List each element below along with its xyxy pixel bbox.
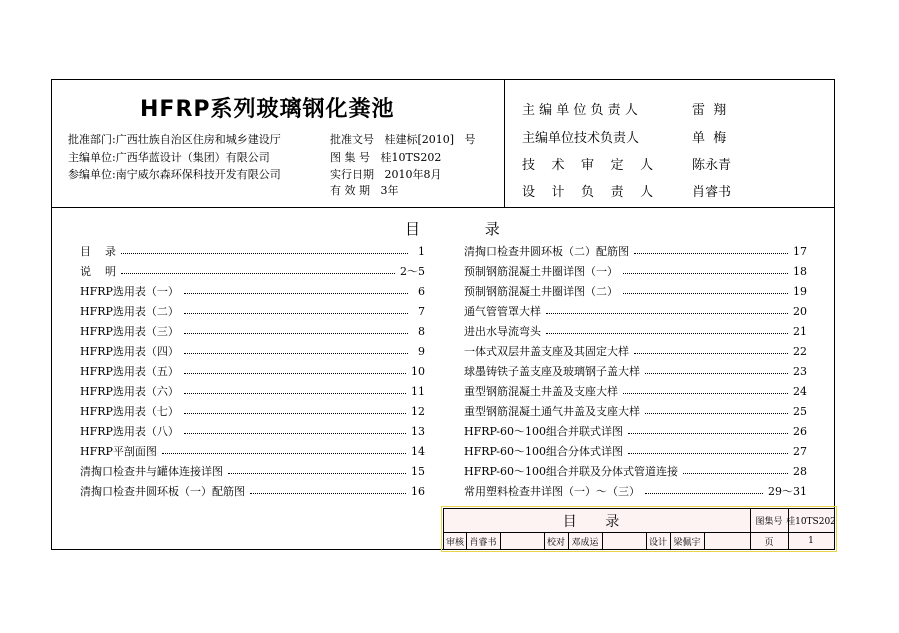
responsible-role: 主编单位技术负责人: [522, 131, 640, 146]
toc-entry[interactable]: [80, 404, 425, 418]
toc-entry[interactable]: [80, 344, 425, 358]
responsible-name: 雷 翔: [692, 103, 727, 118]
toc-leader: [683, 473, 788, 474]
toc-entry-page: 13: [411, 424, 425, 438]
toc-leader: [546, 313, 788, 314]
design-name: 梁佩宇: [673, 537, 701, 548]
validity-period: 有 效 期 3年: [330, 184, 399, 197]
toc-entry-text: 预制钢筋混凝土井圈详图（一）: [464, 265, 618, 278]
responsible-name: 单 梅: [692, 131, 727, 146]
toc-entry[interactable]: [464, 364, 807, 378]
responsible-role: 技 术 审 定 人: [522, 158, 654, 173]
toc-entry[interactable]: [80, 364, 425, 378]
toc-entry-text: 一体式双层井盖支座及其固定大样: [464, 345, 629, 358]
toc-leader: [162, 453, 406, 454]
toc-entry-page: 24: [793, 384, 807, 398]
page-title: HFRP系列玻璃钢化粪池: [140, 97, 395, 122]
toc-leader: [121, 253, 408, 254]
toc-entry-page: 25: [793, 404, 807, 418]
toc-entry-text: 目 录: [80, 245, 116, 258]
participant-unit: 参编单位:南宁威尔森环保科技开发有限公司: [68, 168, 281, 181]
toc-leader: [634, 353, 788, 354]
toc-entry-page: 20: [793, 304, 807, 318]
toc-entry-text: HFRP选用表（一）: [80, 285, 179, 298]
toc-entry[interactable]: [80, 444, 425, 458]
toc-entry-text: HFRP平剖面图: [80, 445, 157, 458]
toc-entry-page: 21: [793, 324, 807, 338]
toc-entry-text: 清掏口检查井与罐体连接详图: [80, 465, 223, 478]
toc-entry-text: 清掏口检查井圆环板（二）配筋图: [464, 245, 629, 258]
toc-entry-page: 18: [793, 264, 807, 278]
toc-entry-text: 说 明: [80, 265, 116, 278]
toc-leader: [228, 473, 406, 474]
toc-entry-page: 28: [793, 464, 807, 478]
toc-entry-page: 22: [793, 344, 807, 358]
toc-entry-text: 预制钢筋混凝土井圈详图（二）: [464, 285, 618, 298]
toc-leader: [184, 393, 406, 394]
toc-entry-text: 球墨铸铁子盖支座及玻璃钢子盖大样: [464, 365, 640, 378]
responsible-name: 陈永青: [692, 158, 732, 173]
toc-entry[interactable]: [464, 404, 807, 418]
toc-entry[interactable]: [464, 244, 807, 258]
toc-entry-page: 9: [418, 344, 425, 358]
toc-entry[interactable]: [464, 284, 807, 298]
toc-leader: [645, 373, 788, 374]
design-label: 设计: [648, 537, 667, 548]
toc-leader: [250, 493, 406, 494]
editor-unit: 主编单位:广西华蓝设计（集团）有限公司: [68, 151, 270, 164]
responsible-role: 设 计 负 责 人: [522, 185, 654, 200]
toc-entry-page: 15: [411, 464, 425, 478]
toc-leader: [623, 273, 788, 274]
header-divider: [51, 207, 835, 208]
title-block-top-row: [444, 509, 834, 533]
toc-entry-page: 19: [793, 284, 807, 298]
toc-leader: [184, 333, 408, 334]
toc-entry-text: HFRP选用表（八）: [80, 425, 179, 438]
toc-entry[interactable]: [464, 464, 807, 478]
toc-entry-text: 重型钢筋混凝土井盖及支座大样: [464, 385, 618, 398]
toc-entry-text: HFRP选用表（六）: [80, 385, 179, 398]
toc-entry-text: HFRP选用表（五）: [80, 365, 179, 378]
toc-entry[interactable]: [464, 484, 807, 498]
toc-entry-page: 7: [418, 304, 425, 318]
toc-leader: [546, 333, 788, 334]
divider: [602, 533, 603, 549]
check-label: 校对: [546, 537, 565, 548]
toc-entry-text: HFRP-60～100组合并联式详图: [464, 425, 624, 438]
title-block-bottom-row: [444, 533, 834, 549]
toc-leader: [623, 293, 788, 294]
approval-doc-number: 批准文号 桂建标[2010] 号: [330, 133, 476, 146]
toc-entry-page: 17: [793, 244, 807, 258]
toc-entry-text: 通气管管罩大样: [464, 305, 541, 318]
title-block: [443, 508, 835, 550]
approval-dept: 批准部门:广西壮族自治区住房和城乡建设厅: [68, 133, 281, 146]
toc-leader: [645, 413, 788, 414]
title-block-title: 目 录: [562, 513, 632, 530]
toc-entry-text: 重型钢筋混凝土通气井盖及支座大样: [464, 405, 640, 418]
toc-entry-text: 常用塑料检查井详图（一）～（三）: [464, 485, 640, 498]
toc-entry[interactable]: [80, 424, 425, 438]
toc-entry[interactable]: [80, 384, 425, 398]
toc-entry-text: HFRP-60～100组合分体式详图: [464, 445, 624, 458]
toc-entry-text: HFRP选用表（三）: [80, 325, 179, 338]
toc-entry-page: 2～5: [400, 265, 425, 278]
divider: [704, 533, 705, 549]
responsible-role: 主 编 单 位 负 责 人: [522, 103, 638, 118]
implementation-date: 实行日期 2010年8月: [330, 168, 442, 181]
toc-entry[interactable]: [80, 484, 425, 498]
atlas-value: 桂10TS202: [786, 517, 836, 527]
toc-entry[interactable]: [464, 304, 807, 318]
toc-entry[interactable]: [80, 464, 425, 478]
toc-entry[interactable]: [80, 244, 425, 258]
toc-entry[interactable]: [464, 384, 807, 398]
toc-entry-page: 26: [793, 424, 807, 438]
toc-entry-text: HFRP选用表（二）: [80, 305, 179, 318]
toc-entry-page: 8: [418, 324, 425, 338]
toc-title: 目 录: [405, 220, 530, 238]
toc-entry[interactable]: [464, 344, 807, 358]
toc-leader: [623, 393, 788, 394]
toc-leader: [628, 453, 788, 454]
atlas-number: 图 集 号 桂10TS202: [330, 151, 442, 164]
toc-leader: [184, 293, 408, 294]
toc-entry-page: 11: [411, 384, 425, 398]
toc-leader: [184, 373, 406, 374]
toc-entry[interactable]: [80, 304, 425, 318]
check-name: 邓成运: [571, 537, 599, 548]
toc-entry-page: 16: [411, 484, 425, 498]
page-label: 页: [764, 537, 774, 548]
toc-entry-text: HFRP选用表（四）: [80, 345, 179, 358]
toc-leader: [645, 493, 763, 494]
toc-entry-page: 1: [418, 244, 425, 258]
toc-entry-page: 10: [411, 364, 425, 378]
toc-leader: [184, 353, 408, 354]
atlas-label: 图集号: [755, 517, 783, 527]
toc-leader: [184, 313, 408, 314]
toc-entry[interactable]: [80, 324, 425, 338]
toc-entry-text: HFRP-60～100组合并联及分体式管道连接: [464, 465, 679, 478]
toc-entry-page: 27: [793, 444, 807, 458]
toc-leader: [184, 413, 406, 414]
toc-entry-page: 14: [411, 444, 425, 458]
toc-entry-page: 23: [793, 364, 807, 378]
responsible-name: 肖睿书: [692, 185, 732, 200]
toc-entry[interactable]: [464, 264, 807, 278]
toc-entry-page: 12: [411, 404, 425, 418]
toc-entry[interactable]: [80, 284, 425, 298]
toc-entry-page: 29～31: [768, 485, 807, 498]
page-value: 1: [808, 536, 814, 546]
header-vertical-divider: [504, 79, 505, 207]
toc-entry-text: 清掏口检查井圆环板（一）配筋图: [80, 485, 245, 498]
toc-leader: [628, 433, 788, 434]
toc-entry-text: 进出水导流弯头: [464, 325, 541, 338]
toc-entry[interactable]: [464, 324, 807, 338]
toc-leader: [634, 253, 788, 254]
toc-entry-text: HFRP选用表（七）: [80, 405, 179, 418]
divider: [500, 533, 501, 549]
toc-leader: [184, 433, 406, 434]
review-name: 肖睿书: [469, 537, 497, 548]
review-label: 审核: [445, 537, 464, 548]
toc-entry-page: 6: [418, 284, 425, 298]
toc-entry[interactable]: [464, 424, 807, 438]
toc-entry[interactable]: [80, 264, 425, 278]
toc-leader: [121, 273, 395, 274]
toc-entry[interactable]: [464, 444, 807, 458]
